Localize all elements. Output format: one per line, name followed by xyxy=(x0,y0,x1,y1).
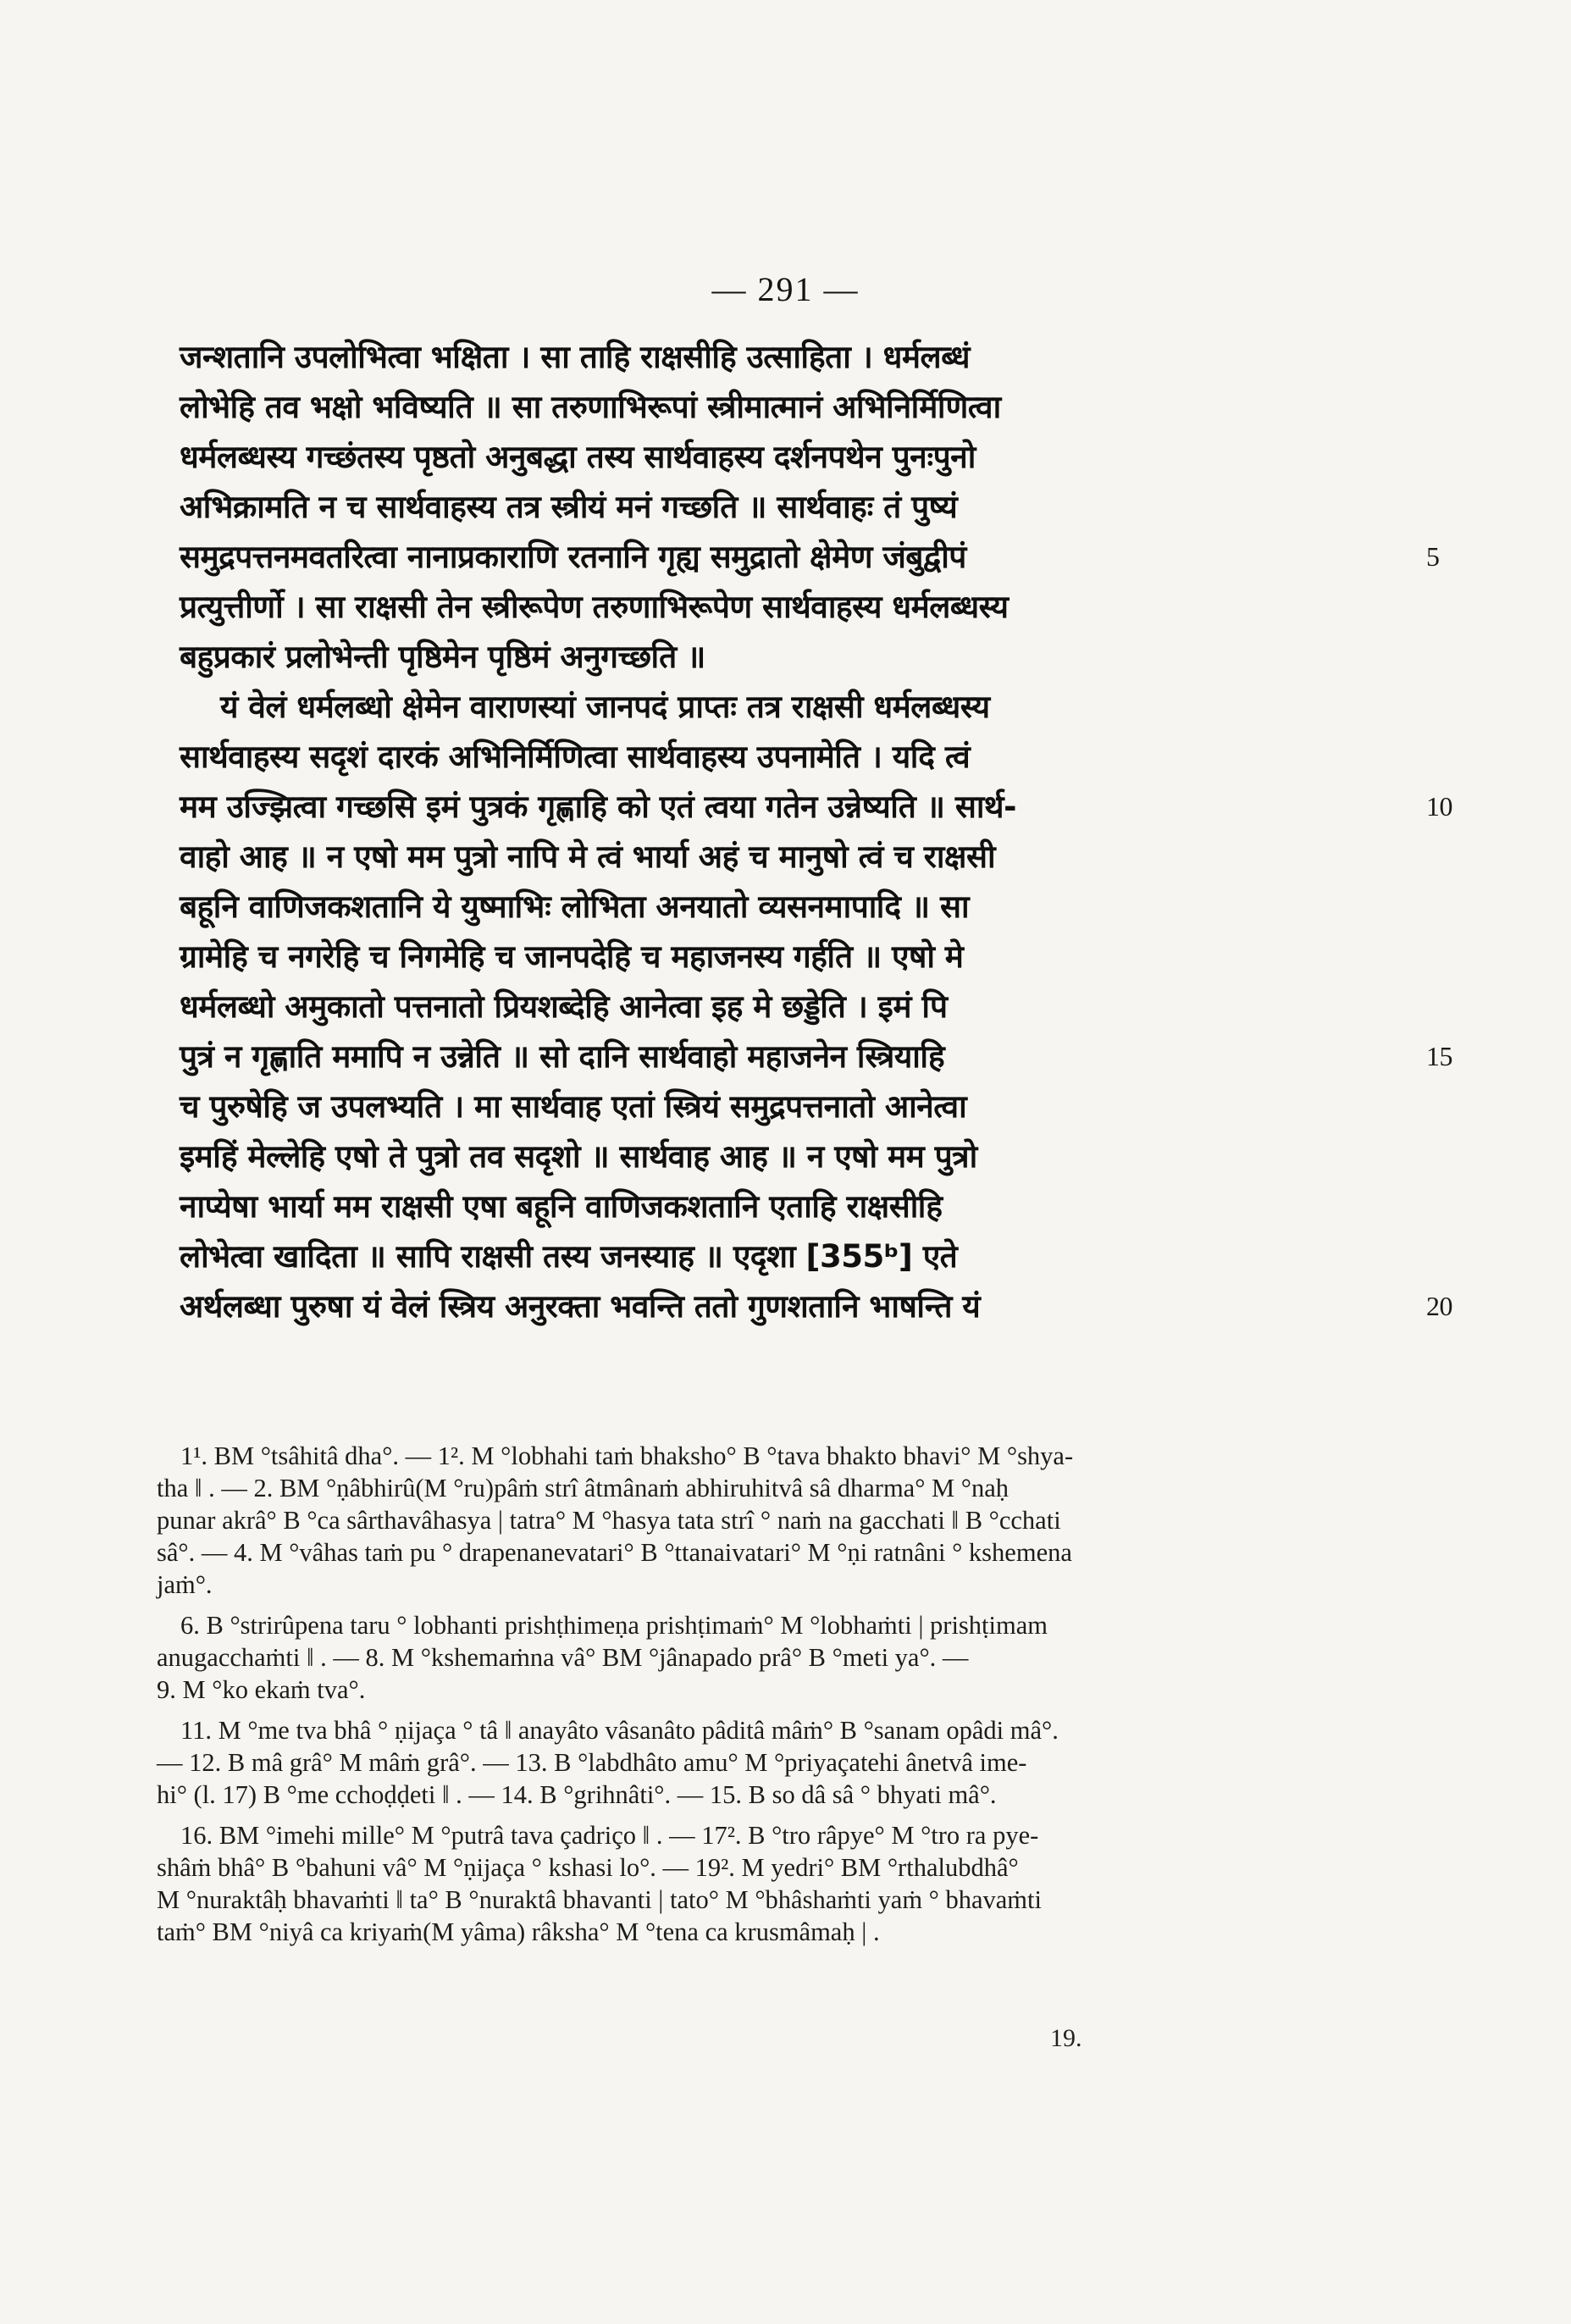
text-line-content: पुत्रं न गृह्णाति ममापि न उन्नेति ॥ सो दानि सार्थवाहो महाजनेन स्त्रियाहि xyxy=(180,1038,945,1075)
footnote-line: M °nuraktâḥ bhavaṁti ‖ ta° B °nuraktâ bhavanti | tato° M °bhâshaṁti yaṁ ° bhavaṁti xyxy=(157,1885,1042,1914)
footnote-gap xyxy=(157,1706,1258,1714)
footnote-line: 9. M °ko ekaṁ tva°. xyxy=(157,1675,366,1704)
footnote-line: anugacchaṁti ‖ . — 8. M °kshemaṁna vâ° BM °jânapado prâ° B °meti ya°. — xyxy=(157,1643,969,1672)
text-line-content: इमहिं मेल्लेहि एषो ते पुत्रो तव सदृशो ॥ सार्थवाह आह ॥ न एषो मम पुत्रो xyxy=(180,1138,977,1175)
text-line-content: यं वेलं धर्मलब्धो क्षेमेन वाराणस्यां जानपदं प्राप्तः तत्र राक्षसी धर्मलब्धस्य xyxy=(220,689,990,725)
text-line xyxy=(180,782,1452,832)
text-line xyxy=(180,1032,1452,1082)
text-line-content: प्रत्युत्तीर्णो । सा राक्षसी तेन स्त्रीरूपेण तरुणाभिरूपेण सार्थवाहस्य धर्मलब्धस्य xyxy=(180,589,1009,625)
footnote-gap xyxy=(157,1811,1258,1819)
footnote-line: jaṁ°. xyxy=(157,1570,213,1599)
text-line xyxy=(180,1181,1242,1231)
footnote-line: shâṁ bhâ° B °bahuni vâ° M °ṇijaça ° kshasi lo°. — 19². M yedri° BM °rthalubdhâ° xyxy=(157,1853,1019,1882)
text-line-content: मम उज्झित्वा गच्छसि इमं पुत्रकं गृह्णाहि को एतं त्वया गतेन उन्नेष्यति ॥ सार्थ- xyxy=(180,788,1016,825)
footnote-line: sâ°. — 4. M °vâhas taṁ pu ° drapenanevatari° B °ttanaivatari° M °ṇi ratnâni ° kshemena xyxy=(157,1538,1072,1567)
text-line-content: लोभेत्वा खादिता ॥ सापि राक्षसी तस्य जनस्याह ॥ एदृशा [355ᵇ] एते xyxy=(180,1238,958,1275)
footnote-gap xyxy=(157,1601,1258,1609)
footnote-line: 6. B °strirûpena taru ° lobhanti prishṭhimeṇa prishṭimaṁ° M °lobhaṁti | prishṭimam xyxy=(180,1611,1048,1640)
text-line xyxy=(180,482,1242,532)
footnote-line: punar akrâ° B °ca sârthavâhasya | tatra° M °hasya tata strî ° naṁ na gacchati ‖ B °cchati xyxy=(157,1506,1061,1535)
text-line xyxy=(180,1082,1242,1132)
footnotes xyxy=(157,1440,1258,1948)
text-line-content: वाहो आह ॥ न एषो मम पुत्रो नापि मे त्वं भार्या अहं च मानुषो त्वं च राक्षसी xyxy=(180,838,996,875)
text-line-content: बहूनि वाणिजकशतानि ये युष्माभिः लोभिता अनयातो व्यसनमापादि ॥ सा xyxy=(180,888,970,925)
text-line-content: समुद्रपत्तनमवतरित्वा नानाप्रकाराणि रतनानि गृह्य समुद्रातो क्षेमेण जंबुद्वीपं xyxy=(180,539,966,575)
text-line-content: लोभेहि तव भक्षो भविष्यति ॥ सा तरुणाभिरूपां स्त्रीमात्मानं अभिनिर्मिणित्वा xyxy=(180,389,1001,425)
footnote-line: 16. BM °imehi mille° M °putrâ tava çadriço ‖ . — 17². B °tro râpye° M °tro ra pye- xyxy=(180,1821,1039,1850)
text-line xyxy=(180,832,1242,882)
line-number: 10 xyxy=(1426,791,1452,822)
text-line xyxy=(180,332,1242,382)
footnote-line: 11. M °me tva bhâ ° ṇijaça ° tâ ‖ anayâto vâsanâto pâditâ mâṁ° B °sanam opâdi mâ°. xyxy=(180,1716,1059,1745)
text-line xyxy=(180,1281,1452,1331)
text-line xyxy=(180,1132,1242,1181)
line-number: 15 xyxy=(1426,1041,1452,1071)
text-line xyxy=(180,1231,1242,1281)
signature-mark: 19. xyxy=(1050,2024,1082,2052)
footnote-line: taṁ° BM °niyâ ca kriyaṁ(M yâma) râksha° M °tena ca krusmâmaḥ | . xyxy=(157,1917,880,1946)
text-line-content: धर्मलब्धस्य गच्छंतस्य पृष्ठतो अनुबद्धा तस्य सार्थवाहस्य दर्शनपथेन पुनःपुनो xyxy=(180,439,976,475)
text-line-content: सार्थवाहस्य सदृशं दारकं अभिनिर्मिणित्वा सार्थवाहस्य उपनामेति । यदि त्वं xyxy=(180,739,971,775)
main-text xyxy=(180,332,1452,1331)
line-number: 20 xyxy=(1426,1291,1452,1321)
text-line xyxy=(180,682,1242,732)
footnote-line: — 12. B mâ grâ° M mâṁ grâ°. — 13. B °labdhâto amu° M °priyaçatehi ânetvâ ime- xyxy=(157,1748,1027,1777)
text-line-content: नाप्येषा भार्या मम राक्षसी एषा बहूनि वाणिजकशतानि एताहि राक्षसीहि xyxy=(180,1188,943,1225)
footnote-line: hi° (l. 17) B °me cchoḍḍeti ‖ . — 14. B °grihnâti°. — 15. B so dâ sâ ° bhyati mâ°. xyxy=(157,1780,997,1809)
text-line xyxy=(180,882,1242,932)
line-number: 5 xyxy=(1426,541,1440,572)
text-line-content: जन्शतानि उपलोभित्वा भक्षिता । सा ताहि राक्षसीहि उत्साहिता । धर्मलब्धं xyxy=(180,339,970,375)
text-line-content: अभिक्रामति न च सार्थवाहस्य तत्र स्त्रीयं मनं गच्छति ॥ सार्थवाहः तं पुष्यं xyxy=(180,489,958,525)
text-line-content: ग्रामेहि च नगरेहि च निगमेहि च जानपदेहि च महाजनस्य गर्हति ॥ एषो मे xyxy=(180,938,964,975)
text-line-content: च पुरुषेहि ज उपलभ्यति । मा सार्थवाह एतां स्त्रियं समुद्रपत्तनातो आनेत्वा xyxy=(180,1088,967,1125)
text-line xyxy=(180,382,1242,432)
text-line-content: अर्थलब्धा पुरुषा यं वेलं स्त्रिय अनुरक्ता भवन्ति ततो गुणशतानि भाषन्ति यं xyxy=(180,1288,981,1325)
text-line xyxy=(180,532,1440,582)
footnote-line: 1¹. BM °tsâhitâ dha°. — 1². M °lobhahi taṁ bhaksho° B °tava bhakto bhavi° M °shya- xyxy=(180,1441,1074,1470)
text-line-content: बहुप्रकारं प्रलोभेन्ती पृष्ठिमेन पृष्ठिमं अनुगच्छति ॥ xyxy=(180,639,705,675)
text-line xyxy=(180,632,1242,682)
text-line xyxy=(180,932,1242,982)
text-line xyxy=(180,432,1242,482)
text-line xyxy=(180,982,1242,1032)
page-number: — 291 — xyxy=(711,270,860,308)
text-line xyxy=(180,732,1242,782)
text-line xyxy=(180,582,1242,632)
footnote-line: tha ‖ . — 2. BM °ṇâbhirû(M °ru)pâṁ strî âtmânaṁ abhiruhitvâ sâ dharma° M °naḥ xyxy=(157,1474,1010,1502)
text-line-content: धर्मलब्धो अमुकातो पत्तनातो प्रियशब्देहि आनेत्वा इह मे छड्डेति । इमं पि xyxy=(180,988,948,1025)
